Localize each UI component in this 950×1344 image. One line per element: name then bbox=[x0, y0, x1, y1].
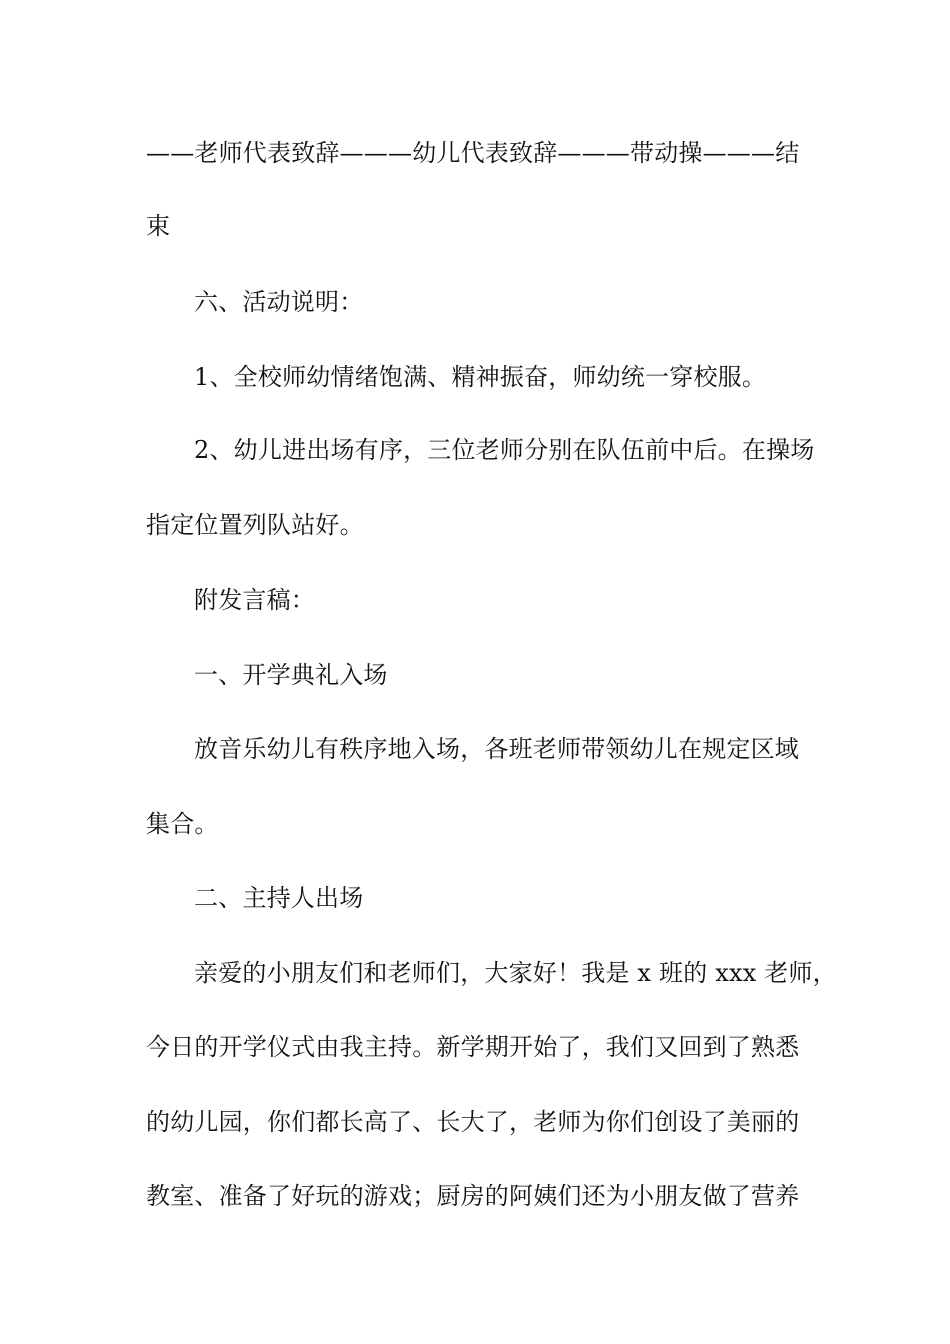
text-line: 指定位置列队站好。 bbox=[146, 511, 364, 539]
section-heading: 一、开学典礼入场 bbox=[194, 661, 388, 689]
section-heading: 附发言稿： bbox=[194, 586, 315, 614]
text-line: 2、幼儿进出场有序，三位老师分别在队伍前中后。在操场 bbox=[194, 436, 815, 464]
text-line: 放音乐幼儿有秩序地入场，各班老师带领幼儿在规定区域 bbox=[194, 735, 799, 763]
text-line: 今日的开学仪式由我主持。新学期开始了，我们又回到了熟悉 bbox=[146, 1033, 800, 1061]
section-heading: 二、主持人出场 bbox=[194, 884, 364, 912]
text-line: 束 bbox=[146, 212, 171, 240]
text-line: 的幼儿园，你们都长高了、长大了，老师为你们创设了美丽的 bbox=[146, 1108, 800, 1136]
section-heading: 六、活动说明： bbox=[194, 288, 364, 316]
text-line: 集合。 bbox=[146, 810, 219, 838]
text-line: ——老师代表致辞———幼儿代表致辞———带动操———结 bbox=[146, 139, 800, 167]
text-line: 教室、准备了好玩的游戏；厨房的阿姨们还为小朋友做了营养 bbox=[146, 1182, 800, 1210]
text-line: 亲爱的小朋友们和老师们，大家好！我是 x 班的 xxx 老师， bbox=[194, 959, 837, 987]
text-line: 1、全校师幼情绪饱满、精神振奋，师幼统一穿校服。 bbox=[194, 363, 767, 391]
